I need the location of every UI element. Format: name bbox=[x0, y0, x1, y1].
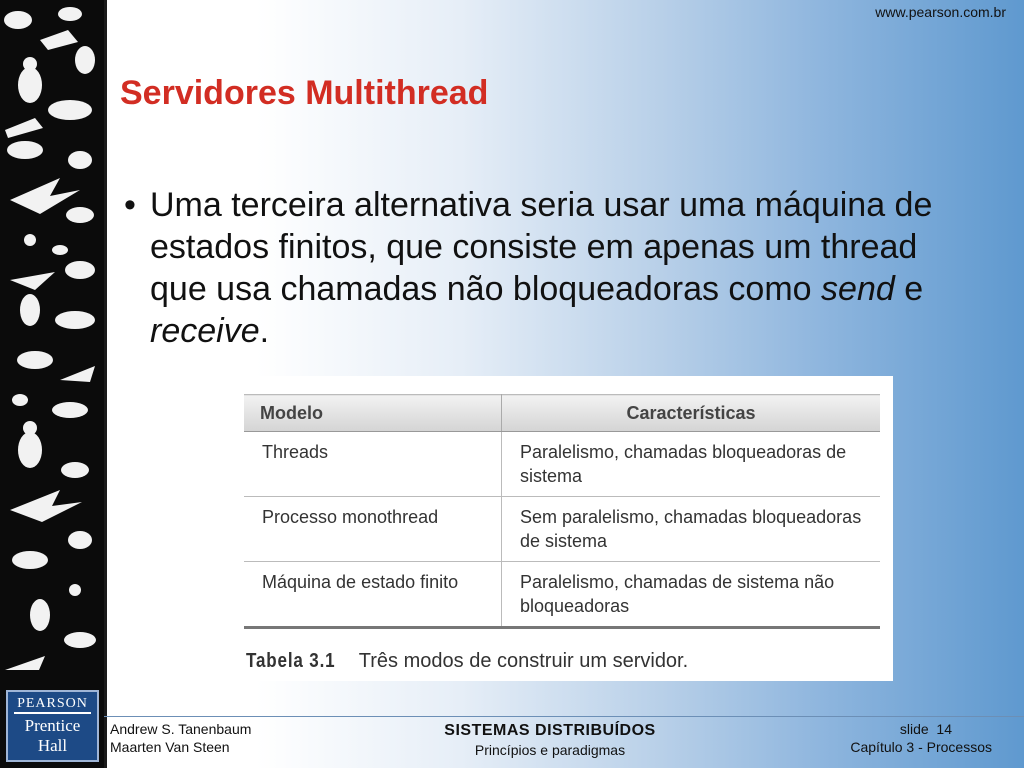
sidebar-edge bbox=[104, 0, 107, 768]
animal-silhouettes-icon bbox=[0, 0, 104, 690]
footer-divider bbox=[104, 716, 1024, 717]
table-cell: Threads bbox=[244, 432, 502, 497]
slide-label: slide bbox=[899, 721, 929, 737]
logo-line-pearson: PEARSON bbox=[14, 692, 91, 714]
bullet-text bbox=[150, 184, 980, 352]
table-cell: Máquina de estado finito bbox=[244, 562, 502, 628]
footer-authors bbox=[110, 720, 251, 756]
table-cell: Paralelismo, chamadas bloqueadoras de sistema bbox=[502, 432, 881, 497]
bullet-text-connector: e bbox=[894, 270, 924, 308]
bullet-emphasis-send: send bbox=[821, 270, 895, 308]
author-name: Maarten Van Steen bbox=[110, 739, 230, 755]
table-image bbox=[230, 376, 893, 681]
table-caption-label: Tabela 3.1 bbox=[246, 650, 336, 672]
course-title: SISTEMAS DISTRIBUÍDOS bbox=[444, 722, 656, 739]
column-header-caracteristicas: Características bbox=[502, 395, 881, 432]
table-header-row bbox=[244, 395, 880, 432]
table-cell: Sem paralelismo, chamadas bloqueadoras de sistema bbox=[502, 497, 881, 562]
slide-number-line bbox=[850, 720, 992, 738]
slide-number: 14 bbox=[936, 721, 952, 737]
bullet-point bbox=[110, 184, 980, 352]
logo-line-hall: Hall bbox=[37, 736, 68, 755]
column-header-modelo: Modelo bbox=[244, 395, 502, 432]
table-row bbox=[244, 497, 880, 562]
table-caption-text: Três modos de construir um servidor. bbox=[358, 650, 689, 672]
table-row bbox=[244, 562, 880, 628]
logo-line-prentice: Prentice bbox=[24, 716, 81, 735]
table-caption bbox=[246, 650, 688, 673]
author-name: Andrew S. Tanenbaum bbox=[110, 721, 252, 737]
bullet-text-part: Uma terceira alternativa seria usar uma máquina de estados finitos, que consiste em apenas um thread que usa chamadas não bloqueadoras como bbox=[150, 186, 933, 308]
footer-slide-info bbox=[850, 720, 992, 756]
table-cell: Paralelismo, chamadas de sistema não bloqueadoras bbox=[502, 562, 881, 628]
table-cell: Processo monothread bbox=[244, 497, 502, 562]
bullet-marker: • bbox=[124, 186, 136, 224]
pearson-prentice-hall-logo bbox=[6, 690, 99, 762]
bullet-emphasis-receive: receive bbox=[150, 312, 260, 350]
decorative-animal-sidebar bbox=[0, 0, 104, 768]
course-subtitle: Princípios e paradigmas bbox=[474, 742, 626, 758]
chapter-label: Capítulo 3 - Processos bbox=[850, 739, 992, 755]
bullet-text-end: . bbox=[259, 312, 270, 350]
slide-title: Servidores Multithread bbox=[120, 74, 489, 112]
footer-course bbox=[400, 722, 700, 758]
publisher-url: www.pearson.com.br bbox=[875, 4, 1006, 20]
server-models-table bbox=[244, 394, 880, 629]
table-row bbox=[244, 432, 880, 497]
